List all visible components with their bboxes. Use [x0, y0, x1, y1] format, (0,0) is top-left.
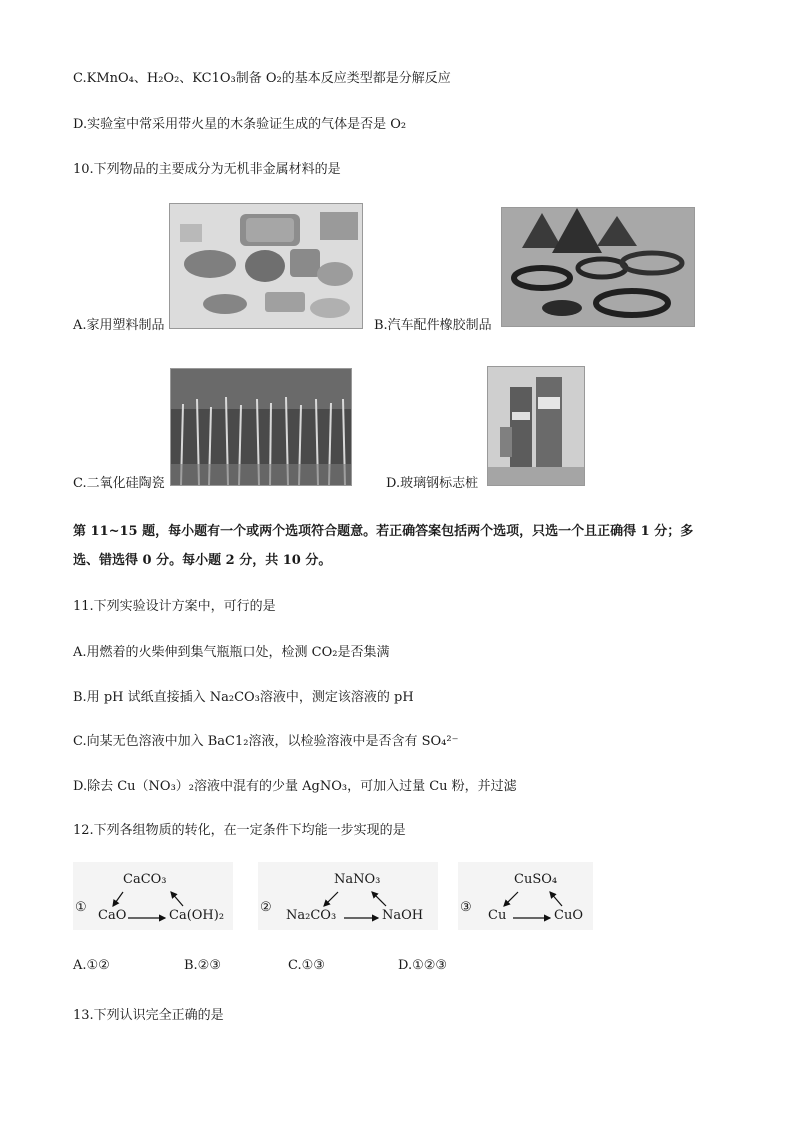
scheme-3-right: CuO: [554, 908, 583, 923]
q9-option-d: D.实验室中常采用带火星的木条验证生成的气体是否是 O₂: [73, 117, 407, 132]
q12-choice-c: C.①③: [288, 958, 325, 973]
q11-stem: 11.下列实验设计方案中，可行的是: [73, 599, 276, 614]
scheme-1-number: ①: [75, 900, 87, 915]
plastic-products-photo: [169, 203, 363, 329]
scheme-1-arrows: [73, 862, 233, 930]
scheme-2-right: NaOH: [382, 908, 424, 923]
q11-option-a: A.用燃着的火柴伸到集气瓶瓶口处，检测 CO₂是否集满: [73, 645, 390, 660]
silica-ceramic-photo: [170, 368, 352, 486]
scheme-1-left: CaO: [98, 908, 127, 923]
q12-stem: 12.下列各组物质的转化，在一定条件下均能一步实现的是: [73, 823, 406, 838]
scheme-1-right: Ca(OH)₂: [169, 908, 225, 923]
scheme-2-number: ②: [260, 900, 272, 915]
scheme-2-arrows: [258, 862, 438, 930]
q12-choice-a: A.①②: [73, 958, 110, 973]
conversion-scheme-1: [73, 862, 233, 930]
section-instructions-line2: 选、错选得 0 分。每小题 2 分，共 10 分。: [73, 553, 332, 568]
q9-option-c: C.KMnO₄、H₂O₂、KC1O₃制备 O₂的基本反应类型都是分解反应: [73, 71, 451, 86]
scheme-3-arrows: [458, 862, 593, 930]
scheme-2-left: Na₂CO₃: [286, 908, 337, 923]
conversion-scheme-3: [458, 862, 593, 930]
fiberglass-marker-photo: [487, 366, 585, 486]
q13-stem: 13.下列认识完全正确的是: [73, 1008, 224, 1023]
q10-option-c-label: C.二氧化硅陶瓷: [73, 476, 165, 491]
scheme-3-number: ③: [460, 900, 472, 915]
q11-option-b: B.用 pH 试纸直接插入 Na₂CO₃溶液中，测定该溶液的 pH: [73, 690, 414, 705]
conversion-scheme-2: [258, 862, 438, 930]
scheme-3-left: Cu: [488, 908, 507, 923]
scheme-2-top: NaNO₃: [334, 872, 381, 887]
q11-option-d: D.除去 Cu（NO₃）₂溶液中混有的少量 AgNO₃，可加入过量 Cu 粉，并过滤: [73, 779, 517, 794]
scheme-3-top: CuSO₄: [514, 872, 558, 887]
rubber-parts-photo: [501, 207, 695, 327]
scheme-1-top: CaCO₃: [123, 872, 167, 887]
section-instructions-line1: 第 11~15 题，每小题有一个或两个选项符合题意。若正确答案包括两个选项，只选一个且正确得 1 分；多: [73, 524, 694, 539]
q10-option-d-label: D.玻璃钢标志桩: [386, 476, 479, 491]
q10-stem: 10.下列物品的主要成分为无机非金属材料的是: [73, 162, 341, 177]
q11-option-c: C.向某无色溶液中加入 BaC1₂溶液，以检验溶液中是否含有 SO₄²⁻: [73, 734, 459, 749]
q12-choice-d: D.①②③: [398, 958, 448, 973]
q10-option-b-label: B.汽车配件橡胶制品: [374, 318, 492, 333]
q12-choice-b: B.②③: [184, 958, 221, 973]
q10-option-a-label: A.家用塑料制品: [73, 318, 165, 333]
